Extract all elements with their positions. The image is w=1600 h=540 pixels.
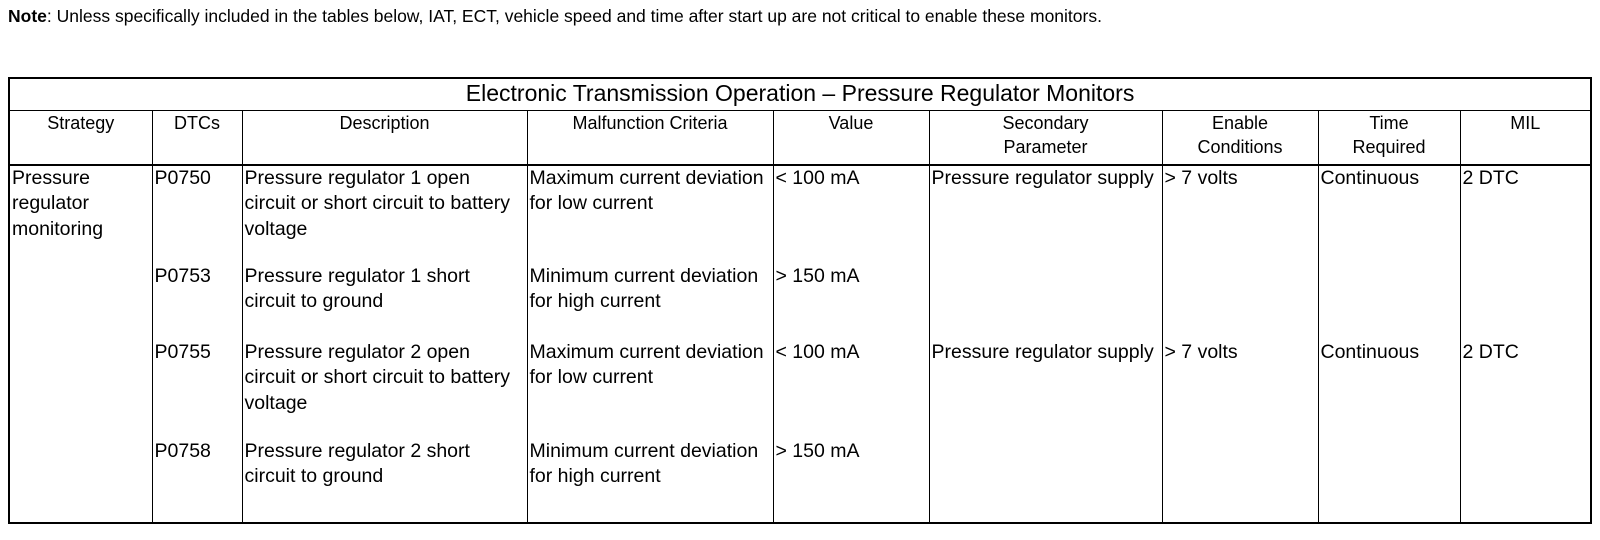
header-secondary-line1: Secondary bbox=[1002, 112, 1089, 133]
header-time-line1: Time bbox=[1369, 112, 1409, 133]
note-paragraph bbox=[8, 5, 1102, 27]
header-malfunction-criteria: Malfunction Criteria bbox=[527, 110, 773, 164]
header-value: Value bbox=[773, 110, 929, 164]
header-enable-line2: Conditions bbox=[1197, 136, 1283, 157]
mil-cell bbox=[1460, 264, 1591, 340]
table-row bbox=[9, 165, 1591, 264]
table-row bbox=[9, 264, 1591, 340]
note-text: : Unless specifically included in the tables below, IAT, ECT, vehicle speed and time after start up are not critical to enable these monitors. bbox=[46, 6, 1102, 26]
description-cell: Pressure regulator 1 open circuit or short circuit to battery voltage bbox=[242, 165, 527, 264]
table-row bbox=[9, 340, 1591, 439]
header-description: Description bbox=[242, 110, 527, 164]
description-cell: Pressure regulator 2 open circuit or short circuit to battery voltage bbox=[242, 340, 527, 439]
mil-cell: 2 DTC bbox=[1460, 340, 1591, 439]
header-time-line2: Required bbox=[1352, 136, 1426, 157]
strategy-cell bbox=[9, 165, 152, 523]
malfunction-cell: Minimum current deviation for high current bbox=[527, 264, 773, 340]
dtc-cell: P0755 bbox=[152, 340, 242, 439]
header-mil: MIL bbox=[1460, 110, 1591, 164]
table-title: Electronic Transmission Operation – Pressure Regulator Monitors bbox=[9, 78, 1591, 110]
time-cell: Continuous bbox=[1318, 340, 1460, 439]
header-secondary-line2: Parameter bbox=[1003, 136, 1088, 157]
secondary-cell: Pressure regulator supply bbox=[929, 340, 1162, 439]
description-cell: Pressure regulator 1 short circuit to ground bbox=[242, 264, 527, 340]
enable-cell: > 7 volts bbox=[1162, 340, 1318, 439]
secondary-cell bbox=[929, 439, 1162, 523]
time-cell: Continuous bbox=[1318, 165, 1460, 264]
dtc-cell: P0750 bbox=[152, 165, 242, 264]
secondary-cell bbox=[929, 264, 1162, 340]
value-cell: > 150 mA bbox=[773, 439, 929, 523]
dtc-cell: P0753 bbox=[152, 264, 242, 340]
enable-cell: > 7 volts bbox=[1162, 165, 1318, 264]
malfunction-cell: Maximum current deviation for low current bbox=[527, 165, 773, 264]
malfunction-cell: Minimum current deviation for high current bbox=[527, 439, 773, 523]
table-row bbox=[9, 439, 1591, 523]
value-cell: < 100 mA bbox=[773, 340, 929, 439]
note-label: Note bbox=[8, 6, 47, 26]
value-cell: > 150 mA bbox=[773, 264, 929, 340]
pressure-regulator-monitors-table bbox=[8, 77, 1592, 524]
dtc-cell: P0758 bbox=[152, 439, 242, 523]
mil-cell: 2 DTC bbox=[1460, 165, 1591, 264]
malfunction-cell: Maximum current deviation for low current bbox=[527, 340, 773, 439]
header-strategy: Strategy bbox=[9, 110, 152, 164]
time-cell bbox=[1318, 264, 1460, 340]
mil-cell bbox=[1460, 439, 1591, 523]
header-enable-conditions bbox=[1162, 110, 1318, 164]
header-dtcs: DTCs bbox=[152, 110, 242, 164]
header-time-required bbox=[1318, 110, 1460, 164]
value-cell: < 100 mA bbox=[773, 165, 929, 264]
time-cell bbox=[1318, 439, 1460, 523]
enable-cell bbox=[1162, 264, 1318, 340]
strategy-text: Pressure regulator monitoring bbox=[12, 166, 104, 240]
description-cell: Pressure regulator 2 short circuit to ground bbox=[242, 439, 527, 523]
header-secondary-parameter bbox=[929, 110, 1162, 164]
secondary-cell: Pressure regulator supply bbox=[929, 165, 1162, 264]
enable-cell bbox=[1162, 439, 1318, 523]
header-enable-line1: Enable bbox=[1211, 112, 1269, 133]
